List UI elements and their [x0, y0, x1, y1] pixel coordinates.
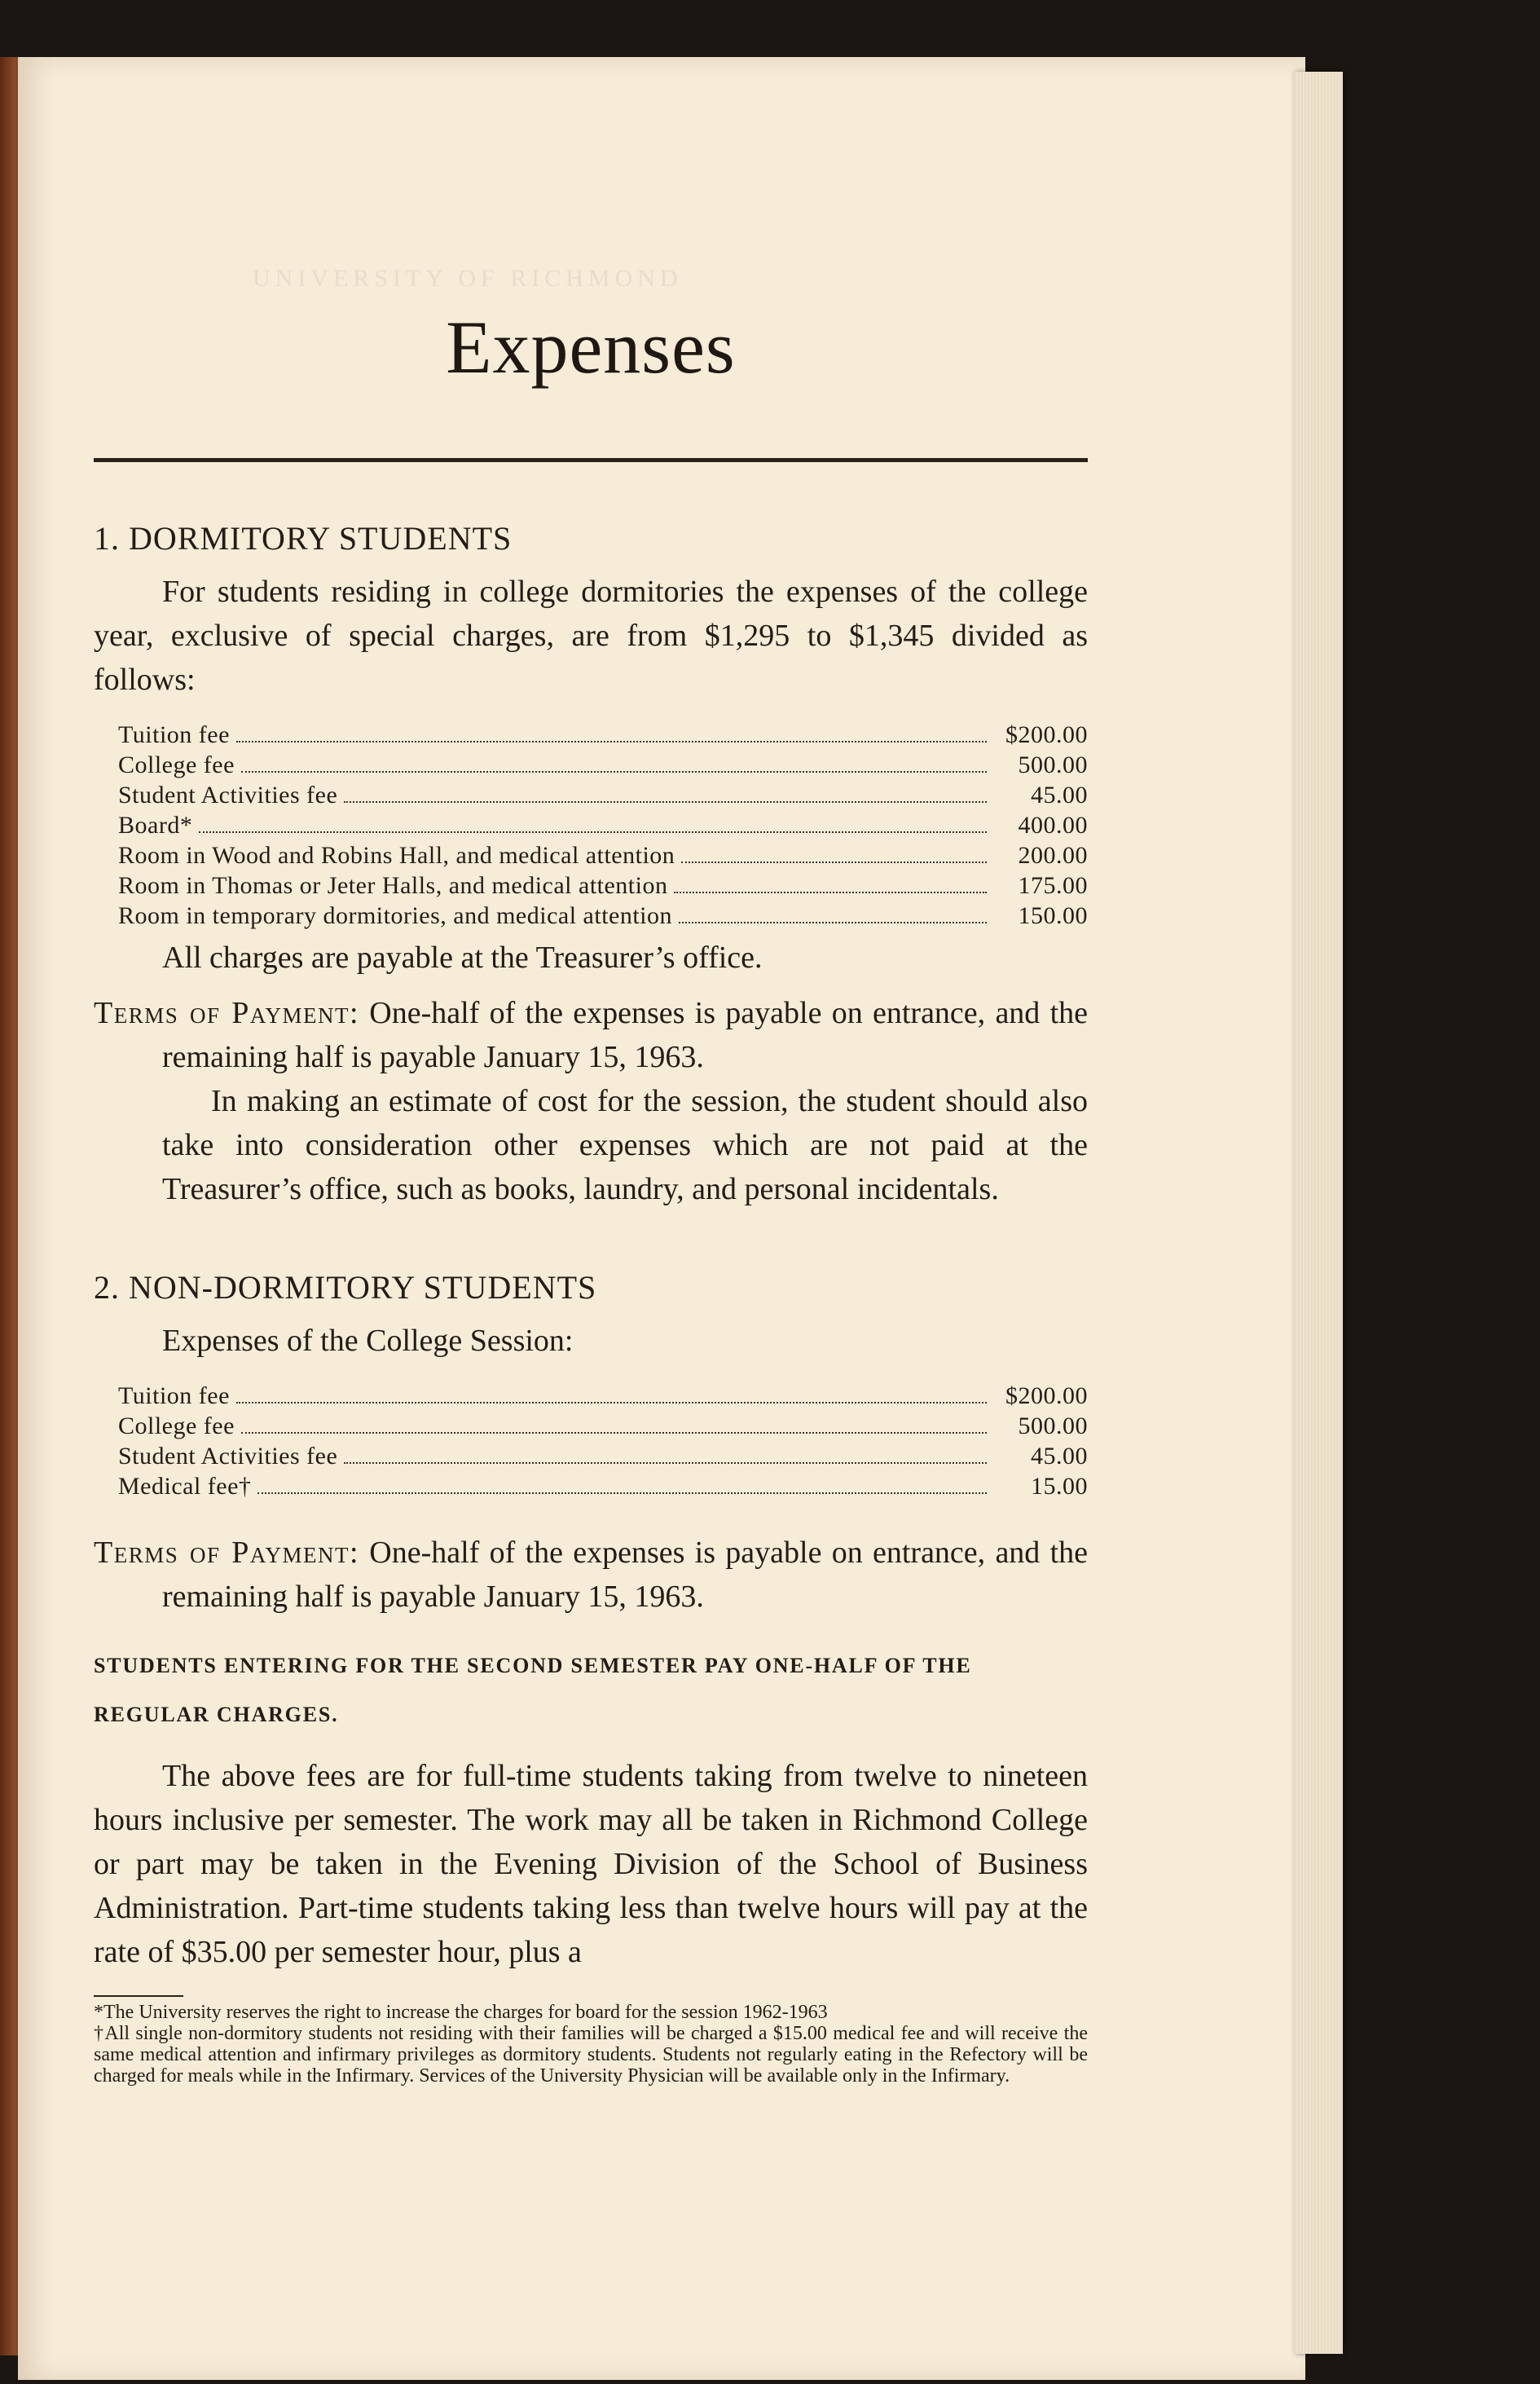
fee-label: Room in temporary dormitories, and medical attention [118, 902, 673, 929]
fee-label: Medical fee† [118, 1473, 252, 1500]
leader-dots [674, 892, 987, 893]
fee-label: College fee [118, 751, 235, 778]
fee-label: Room in Wood and Robins Hall, and medical attention [118, 842, 675, 869]
fee-amount: 200.00 [1018, 842, 1088, 869]
leader-dots [236, 1402, 987, 1404]
fee-row [118, 1441, 1088, 1471]
leader-dots [241, 1432, 987, 1434]
leader-dots [199, 831, 987, 833]
dormitory-intro: For students residing in college dormitories the expenses of the college year, exclusive of special charges, are from $1,295 to $1,345 divided as follows: [94, 575, 1088, 697]
fee-amount: 45.00 [1031, 1443, 1088, 1470]
title-rule [94, 458, 1088, 462]
fee-amount: 400.00 [1018, 812, 1088, 839]
fee-label: Tuition fee [118, 1382, 230, 1409]
leader-dots [681, 862, 987, 863]
page-title: Expenses [446, 306, 736, 389]
fee-row [118, 780, 1088, 810]
fee-row [118, 1471, 1088, 1501]
fee-label: College fee [118, 1412, 235, 1439]
non-dormitory-fee-table [118, 1381, 1088, 1501]
terms-label: Terms of Payment: [94, 996, 359, 1030]
fee-row [118, 810, 1088, 840]
fee-row [118, 870, 1088, 901]
section-heading-dormitory: 1. DORMITORY STUDENTS [94, 520, 513, 557]
leader-dots [257, 1492, 987, 1494]
leader-dots [241, 771, 987, 773]
fee-row [118, 720, 1088, 750]
terms-label: Terms of Payment: [94, 1536, 359, 1570]
fee-row [118, 840, 1088, 870]
payable-note: All charges are payable at the Treasurer’s office. [162, 941, 763, 975]
fee-label: Student Activities fee [118, 1443, 338, 1470]
dormitory-fee-table [118, 720, 1088, 931]
fee-label: Student Activities fee [118, 782, 338, 809]
fee-row [118, 901, 1088, 931]
footnote-rule [94, 1995, 183, 1997]
footnote-medical: †All single non-dormitory students not residing with their families will be charged a $15.00 medical fee and will receive the same medical attention and infirmary privileges as dormitory students. Students not regularly eating in the Refectory will be charged for meals while in the Infirmary. Services of the University Physician will be available only in the Infirmary. [94, 2023, 1088, 2087]
leader-dots [236, 741, 987, 743]
fee-row [118, 750, 1088, 780]
leader-dots [679, 922, 987, 923]
non-dormitory-intro: Expenses of the College Session: [162, 1324, 574, 1358]
fee-label: Board* [118, 812, 193, 839]
page-edges [1294, 72, 1343, 2354]
fees-paragraph: The above fees are for full-time students taking from twelve to nineteen hours inclusive per semester. The work may all be taken in Richmond College or part may be taken in the Evening Division of the School of Business Administration. Part-time students taking less than twelve hours will pay at the rate of $35.00 per semester hour, plus a [94, 1759, 1088, 1969]
fee-label: Tuition fee [118, 721, 230, 748]
terms-of-payment-dormitory [94, 991, 1088, 1079]
terms-text: One-half of the expenses is payable on entrance, and the remaining half is payable January 15, 1963. [162, 1536, 1089, 1614]
page-content [94, 306, 1089, 2087]
leader-dots [344, 1462, 987, 1464]
fee-row [118, 1411, 1088, 1441]
estimate-paragraph: In making an estimate of cost for the session, the student should also take into consideration other expenses which are not paid at the Treasurer’s office, such as books, laundry, and personal incidentals. [162, 1084, 1088, 1206]
fee-amount: 500.00 [1018, 751, 1088, 778]
fee-amount: $200.00 [1005, 721, 1088, 748]
leader-dots [344, 801, 987, 803]
fee-label: Room in Thomas or Jeter Halls, and medical attention [118, 872, 668, 899]
fee-amount: 175.00 [1018, 872, 1088, 899]
fee-amount: 500.00 [1018, 1412, 1088, 1439]
fee-amount: $200.00 [1005, 1382, 1088, 1409]
footnote-board: *The University reserves the right to increase the charges for board for the session 1962-1963 [94, 2002, 828, 2023]
second-semester-note: STUDENTS ENTERING FOR THE SECOND SEMESTER PAY ONE-HALF OF THE REGULAR CHARGES. [94, 1654, 972, 1726]
bleed-through-text: UNIVERSITY OF RICHMOND [253, 265, 683, 292]
fee-amount: 150.00 [1018, 902, 1088, 929]
terms-text: One-half of the expenses is payable on entrance, and the remaining half is payable January 15, 1963. [162, 996, 1089, 1074]
fee-amount: 15.00 [1031, 1473, 1088, 1500]
fee-amount: 45.00 [1031, 782, 1088, 809]
section-heading-non-dormitory: 2. NON-DORMITORY STUDENTS [94, 1269, 597, 1306]
terms-of-payment-non-dormitory [94, 1531, 1088, 1619]
fee-row [118, 1381, 1088, 1411]
